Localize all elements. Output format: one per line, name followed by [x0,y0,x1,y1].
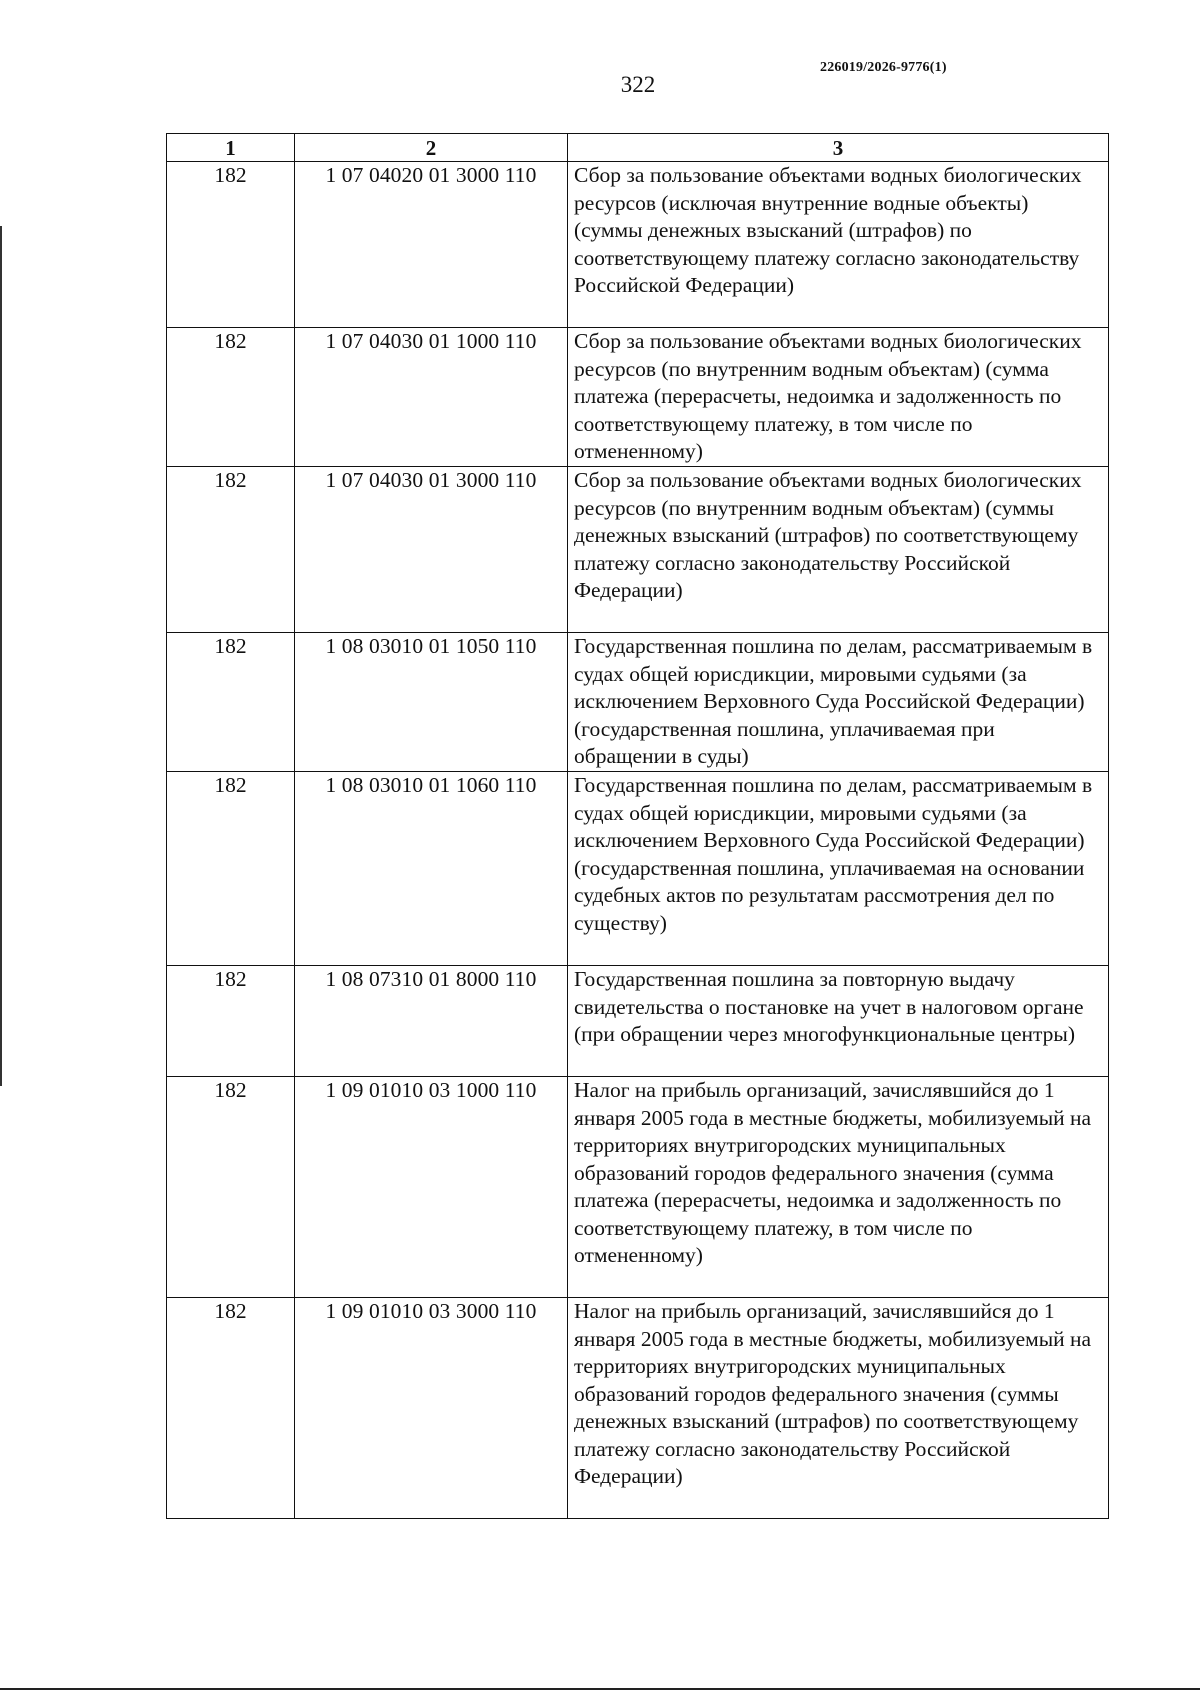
column-header-1: 1 [167,134,295,162]
table-row [167,966,1109,1077]
budget-code-cell: 1 09 01010 03 3000 110 [295,1298,568,1519]
admin-code-cell: 182 [167,467,295,633]
budget-code-cell: 1 07 04030 01 1000 110 [295,328,568,467]
table-row [167,1298,1109,1519]
budget-code-cell: 1 08 07310 01 8000 110 [295,966,568,1077]
budget-code-cell: 1 07 04030 01 3000 110 [295,467,568,633]
admin-code-cell: 182 [167,772,295,966]
income-name-cell: Сбор за пользование объектами водных биологических ресурсов (по внутренним водным объектам) (сумма платежа (перерасчеты, недоимка и задолженность по соответствующему платежу, в том числе по отмененному) [568,328,1109,467]
table-header-row [167,134,1109,162]
income-name-cell: Государственная пошлина за повторную выдачу свидетельства о постановке на учет в налоговом органе (при обращении через многофункциональные центры) [568,966,1109,1077]
admin-code-cell: 182 [167,162,295,328]
table-row [167,467,1109,633]
admin-code-cell: 182 [167,633,295,772]
table-row [167,328,1109,467]
budget-code-cell: 1 09 01010 03 1000 110 [295,1077,568,1298]
table-row [167,633,1109,772]
table-row [167,162,1109,328]
income-name-cell: Налог на прибыль организаций, зачислявшийся до 1 января 2005 года в местные бюджеты, мобилизуемый на территориях внутригородских муниципальных образований городов федерального значения (суммы денежных взысканий (штрафов) по соответствующему платежу согласно законодательству Российской Федерации) [568,1298,1109,1519]
budget-code-cell: 1 07 04020 01 3000 110 [295,162,568,328]
page-number: 322 [620,72,656,97]
scan-edge-left [0,226,2,1086]
income-name-cell: Сбор за пользование объектами водных биологических ресурсов (исключая внутренние водные объекты) (суммы денежных взысканий (штрафов) по соответствующему платежу согласно законодательству Российской Федерации) [568,162,1109,328]
admin-code-cell: 182 [167,1298,295,1519]
table-row [167,1077,1109,1298]
admin-code-cell: 182 [167,1077,295,1298]
budget-code-cell: 1 08 03010 01 1060 110 [295,772,568,966]
column-header-3: 3 [568,134,1109,162]
table-row [167,772,1109,966]
budget-codes-table [166,133,1109,1519]
admin-code-cell: 182 [167,966,295,1077]
budget-code-cell: 1 08 03010 01 1050 110 [295,633,568,772]
admin-code-cell: 182 [167,328,295,467]
column-header-2: 2 [295,134,568,162]
income-name-cell: Государственная пошлина по делам, рассматриваемым в судах общей юрисдикции, мировыми судьями (за исключением Верховного Суда Российской Федерации) (государственная пошлина, уплачиваемая при обращении в суды) [568,633,1109,772]
income-name-cell: Налог на прибыль организаций, зачислявшийся до 1 января 2005 года в местные бюджеты, мобилизуемый на территориях внутригородских муниципальных образований городов федерального значения (сумма платежа (перерасчеты, недоимка и задолженность по соответствующему платежу, в том числе по отмененному) [568,1077,1109,1298]
income-name-cell: Государственная пошлина по делам, рассматриваемым в судах общей юрисдикции, мировыми судьями (за исключением Верховного Суда Российской Федерации) (государственная пошлина, уплачиваемая на основании судебных актов по результатам рассмотрения дел по существу) [568,772,1109,966]
document-code: 226019/2026-9776(1) [820,60,947,75]
income-name-cell: Сбор за пользование объектами водных биологических ресурсов (по внутренним водным объектам) (суммы денежных взысканий (штрафов) по соответствующему платежу согласно законодательству Российской Федерации) [568,467,1109,633]
